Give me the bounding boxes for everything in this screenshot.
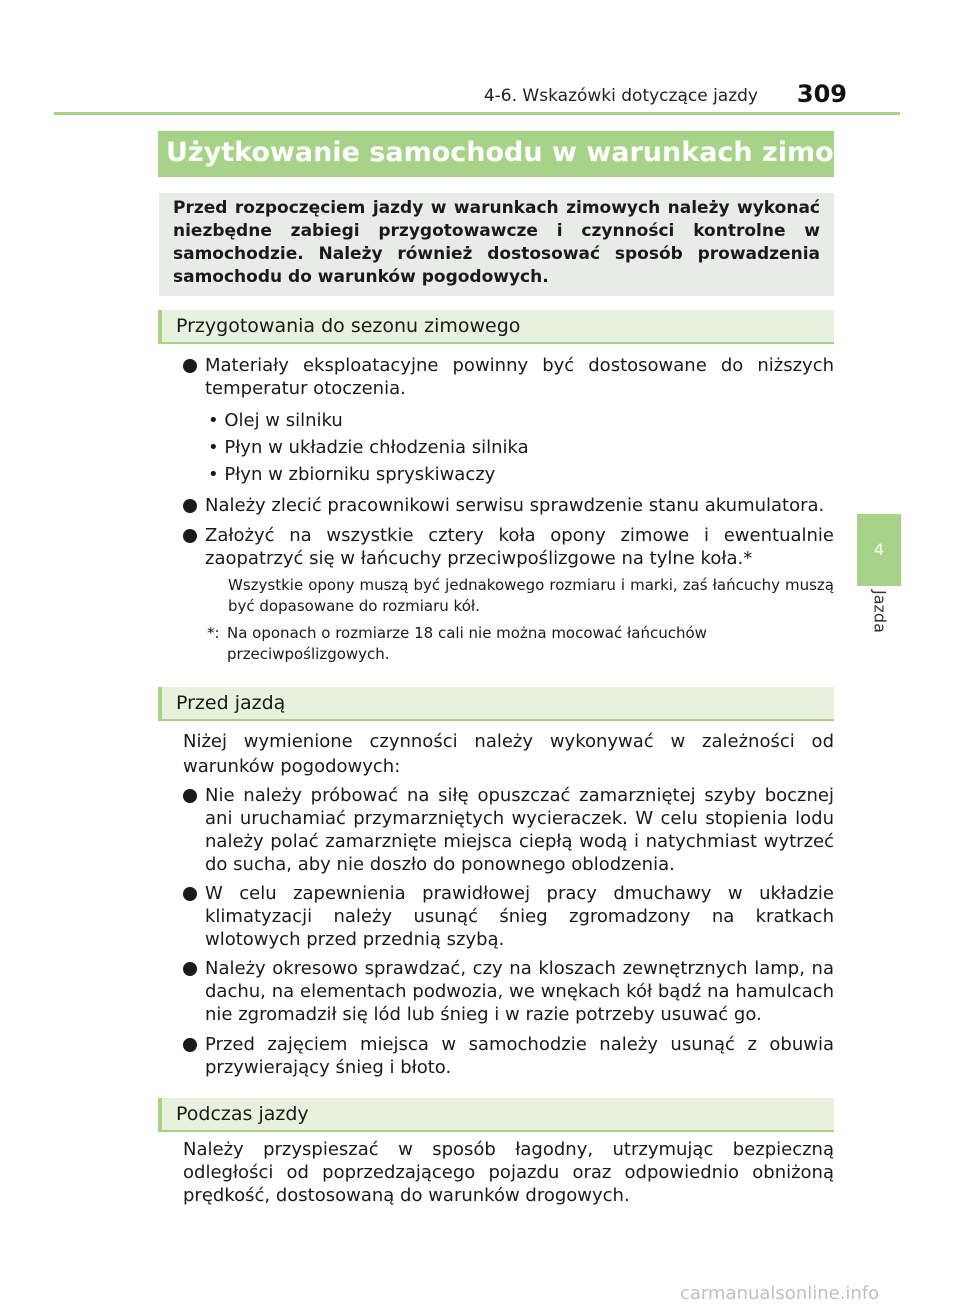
list-item bbox=[183, 957, 834, 1026]
section-intro-text: Niżej wymienione czynności należy wykonywać w zależności od warunków pogodowych: bbox=[183, 731, 834, 777]
list-item-text: Należy zlecić pracownikowi serwisu sprawdzenie stanu akumulatora. bbox=[205, 495, 825, 516]
list-item bbox=[183, 882, 834, 951]
footnote-text: Na oponach o rozmiarze 18 cali nie można mocować łańcuchów przeciwpoślizgowych. bbox=[227, 624, 707, 663]
list-item-text: Należy okresowo sprawdzać, czy na kloszach zewnętrznych lamp, na dachu, na elementach podwozia, we wnękach kół bądź na hamulcach nie zgromadził się lód lub śnieg i w razie potrzeby usuwać go. bbox=[205, 958, 834, 1025]
footnote-mark: *: bbox=[207, 624, 220, 642]
bullet-icon bbox=[183, 529, 197, 543]
header-divider bbox=[54, 112, 900, 115]
page-title: Użytkowanie samochodu w warunkach zimowych bbox=[158, 131, 834, 177]
bullet-icon bbox=[183, 887, 197, 901]
section-heading-during: Podczas jazdy bbox=[158, 1098, 834, 1132]
sub-item: • Płyn w układzie chłodzenia silnika bbox=[208, 437, 529, 458]
header-section-title: 4-6. Wskazówki dotyczące jazdy bbox=[483, 86, 758, 106]
sub-item: • Olej w silniku bbox=[208, 410, 343, 431]
watermark: carmanualsonline.info bbox=[680, 1283, 880, 1304]
list-item-text: Materiały eksploatacyjne powinny być dostosowane do niższych temperatur otoczenia. bbox=[205, 355, 834, 399]
list-item bbox=[183, 1033, 834, 1079]
bullet-icon bbox=[183, 499, 197, 513]
note-text: Wszystkie opony muszą być jednakowego rozmiaru i marki, zaś łańcuchy muszą być dopasowane do rozmiaru kół. bbox=[228, 576, 834, 615]
bullet-icon bbox=[183, 962, 197, 976]
list-item-text: Nie należy próbować na siłę opuszczać zamarzniętej szyby bocznej ani uruchamiać przymarzniętych wycieraczek. W celu stopienia lodu należy polać zamarznięte miejsca ciepłą wodą i natychmiast wytrzeć do sucha, aby nie doszło do ponownego oblodzenia. bbox=[205, 785, 834, 875]
section-text: Należy przyspieszać w sposób łagodny, utrzymując bezpieczną odległości od poprzedzającego pojazdu oraz odpowiednio obniżoną prędkość, dostosowaną do warunków drogowych. bbox=[183, 1139, 834, 1206]
list-item-text: Przed zajęciem miejsca w samochodzie należy usunąć z obuwia przywierający śnieg i błoto. bbox=[205, 1034, 834, 1078]
bullet-icon bbox=[183, 1038, 197, 1052]
list-item bbox=[183, 524, 834, 570]
chapter-label bbox=[858, 590, 902, 650]
bullet-icon bbox=[183, 789, 197, 803]
list-item-text: Założyć na wszystkie cztery koła opony zimowe i ewentualnie zaopatrzyć się w łańcuchy przeciwpoślizgowe na tylne koła.* bbox=[205, 525, 834, 569]
section-heading-prep: Przygotowania do sezonu zimowego bbox=[158, 310, 834, 344]
page-number: 309 bbox=[796, 80, 847, 108]
list-item bbox=[183, 354, 834, 400]
chapter-tab: 4 bbox=[857, 514, 901, 586]
intro-box: Przed rozpoczęciem jazdy w warunkach zimowych należy wykonać niezbędne zabiegi przygotowawcze i czynności kontrolne w samochodzie. Należy również dostosować sposób prowadzenia samochodu do warunków pogodowych. bbox=[159, 193, 834, 296]
footnote bbox=[207, 623, 834, 665]
list-item bbox=[183, 494, 834, 517]
list-item-text: W celu zapewnienia prawidłowej pracy dmuchawy w układzie klimatyzacji należy usunąć śnieg zgromadzony na kratkach wlotowych przed przednią szybą. bbox=[205, 883, 834, 950]
bullet-icon bbox=[183, 359, 197, 373]
list-item bbox=[183, 784, 834, 876]
chapter-label-text: Jazda bbox=[870, 590, 890, 633]
section-heading-before: Przed jazdą bbox=[158, 687, 834, 721]
sub-item: • Płyn w zbiorniku spryskiwaczy bbox=[208, 464, 496, 485]
